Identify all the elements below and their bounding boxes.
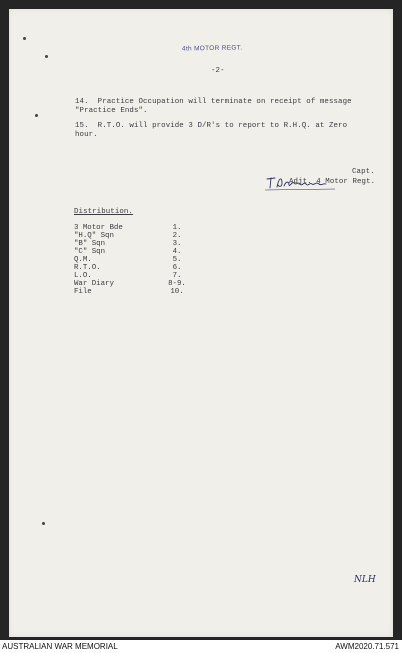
copy-number: 7. [172, 272, 182, 280]
distribution-heading: Distribution. [74, 208, 133, 216]
copy-number: 6. [172, 264, 182, 272]
list-item [74, 288, 202, 296]
distribution-unit: "H.Q" Sqn [74, 232, 114, 240]
punch-hole [23, 37, 26, 40]
document-page [9, 9, 393, 637]
list-item [74, 280, 202, 288]
handwritten-initials: NLH [354, 575, 376, 585]
paragraph-14-line-1: 14. Practice Occupation will terminate on receipt of message [75, 98, 352, 106]
paragraph-15-line-1: 15. R.T.O. will provide 3 D/R's to report to R.H.Q. at Zero [75, 122, 348, 130]
signatory-rank: Capt. [352, 168, 375, 176]
signatory-title: Adjt. 4 Motor Regt. [289, 178, 376, 186]
distribution-unit: Q.M. [74, 256, 92, 264]
list-item [74, 232, 202, 240]
copy-number: 2. [172, 232, 182, 240]
distribution-unit: File [74, 288, 92, 296]
copy-number: 3. [172, 240, 182, 248]
distribution-list [74, 224, 202, 296]
list-item [74, 264, 202, 272]
page-number: -2- [211, 67, 225, 75]
accession-number: AWM2020.71.571 [335, 642, 399, 651]
distribution-unit: L.O. [74, 272, 92, 280]
distribution-unit: "B" Sqn [74, 240, 106, 248]
distribution-unit: R.T.O. [74, 264, 101, 272]
archive-credit: AUSTRALIAN WAR MEMORIAL [2, 642, 118, 651]
distribution-unit: "C" Sqn [74, 248, 106, 256]
copy-number: 8-9. [168, 280, 186, 288]
list-item [74, 256, 202, 264]
list-item [74, 240, 202, 248]
distribution-unit: 3 Motor Bde [74, 224, 123, 232]
copy-number: 10. [170, 288, 184, 296]
paragraph-15-line-2: hour. [75, 131, 98, 139]
copy-number: 5. [172, 256, 182, 264]
punch-hole [45, 55, 48, 58]
list-item [74, 248, 202, 256]
copy-number: 4. [172, 248, 182, 256]
punch-hole [35, 114, 38, 117]
distribution-unit: War Diary [74, 280, 114, 288]
paragraph-14-line-2: "Practice Ends". [75, 107, 148, 115]
punch-hole [42, 522, 45, 525]
unit-stamp: 4th MOTOR REGT. [181, 44, 243, 53]
list-item [74, 272, 202, 280]
copy-number: 1. [172, 224, 182, 232]
list-item [74, 224, 202, 232]
